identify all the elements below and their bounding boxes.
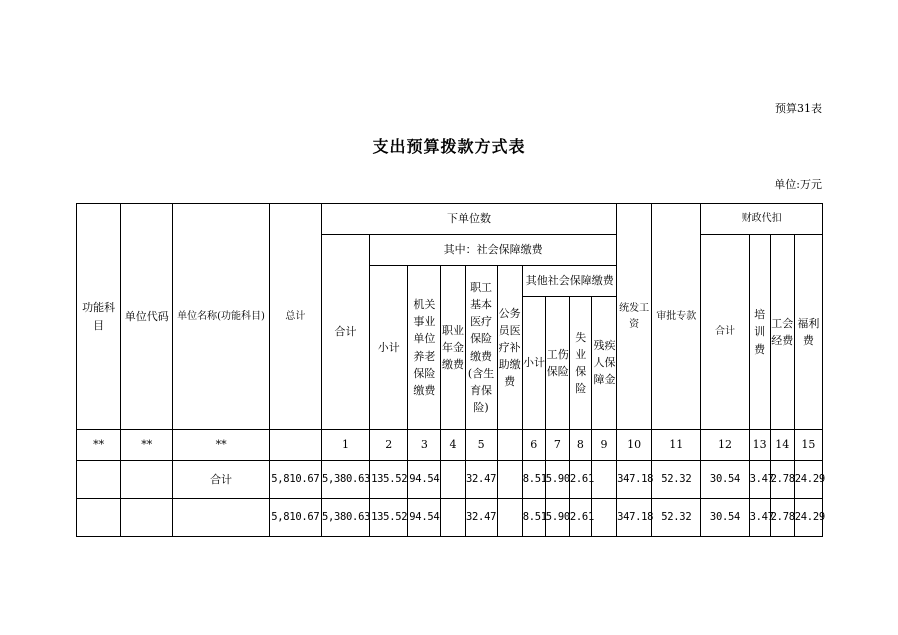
cell-c4 — [441, 499, 465, 537]
cell-c13: 3.47 — [749, 461, 770, 499]
cell-c11: 52.32 — [652, 499, 701, 537]
header-annuity: 职业年金缴费 — [441, 266, 465, 430]
index-cell: 11 — [652, 430, 701, 461]
cell-code — [121, 461, 173, 499]
header-unit-name: 单位名称(功能科目) — [173, 204, 269, 430]
cell-c3: 94.54 — [408, 499, 441, 537]
header-subtotal: 小计 — [370, 266, 408, 430]
header-union: 工会经费 — [770, 235, 794, 430]
cell-civil — [497, 461, 522, 499]
page-title: 支出预算拨款方式表 — [372, 137, 526, 156]
index-cell: 9 — [591, 430, 616, 461]
cell-c6: 8.51 — [522, 499, 545, 537]
index-cell: 3 — [408, 430, 441, 461]
index-cell: ** — [121, 430, 173, 461]
header-unemployment: 失业保险 — [570, 296, 592, 429]
cell-c8: 2.61 — [569, 499, 591, 537]
index-cell: 14 — [770, 430, 794, 461]
form-number: 预算31表 — [775, 102, 822, 115]
cell-c11: 52.32 — [652, 461, 701, 499]
header-other-subtotal: 小计 — [523, 296, 546, 429]
cell-c13: 3.47 — [749, 499, 770, 537]
index-cell — [497, 430, 522, 461]
index-cell: 1 — [321, 430, 369, 461]
header-welfare: 福利费 — [794, 235, 822, 430]
cell-c9 — [591, 461, 616, 499]
table-row — [77, 499, 823, 537]
cell-c2: 135.52 — [370, 461, 408, 499]
header-training: 培训费 — [749, 235, 770, 430]
header-civil-medical: 公务员医疗补助缴费 — [497, 266, 522, 430]
index-cell: 12 — [701, 430, 749, 461]
header-disability: 残疾人保障金 — [593, 339, 616, 387]
header-other-social-group — [522, 266, 616, 430]
index-cell: 10 — [617, 430, 652, 461]
cell-name — [173, 499, 269, 537]
index-cell: 13 — [749, 430, 770, 461]
cell-c8: 2.61 — [569, 461, 591, 499]
budget-table — [76, 203, 823, 537]
header-approved-special: 审批专款 — [652, 204, 701, 430]
index-cell: 4 — [441, 430, 465, 461]
table-row — [77, 461, 823, 499]
cell-civil — [497, 499, 522, 537]
unit-label: 单位:万元 — [774, 178, 822, 191]
other-social-subtable — [523, 266, 617, 429]
cell-c7: 5.90 — [545, 499, 569, 537]
header-pension: 机关事业单位养老保险缴费 — [408, 266, 441, 430]
index-cell: 6 — [522, 430, 545, 461]
index-cell: 2 — [370, 430, 408, 461]
index-cell: 7 — [545, 430, 569, 461]
cell-c5: 32.47 — [465, 499, 497, 537]
cell-c15: 24.29 — [794, 461, 822, 499]
header-injury: 工伤保险 — [546, 296, 570, 429]
cell-c14: 2.78 — [770, 499, 794, 537]
header-other-social: 其他社会保障缴费 — [523, 266, 617, 296]
cell-c15: 24.29 — [794, 499, 822, 537]
cell-c14: 2.78 — [770, 461, 794, 499]
header-fiscal-total: 合计 — [701, 235, 749, 430]
index-cell: 5 — [465, 430, 497, 461]
index-cell: 8 — [569, 430, 591, 461]
cell-c7: 5.90 — [545, 461, 569, 499]
index-row — [77, 430, 823, 461]
cell-c10: 347.18 — [617, 461, 652, 499]
header-unit-code: 单位代码 — [121, 204, 173, 430]
index-cell: ** — [173, 430, 269, 461]
header-func-subject: 功能科目 — [77, 204, 121, 430]
header-lower-units: 下单位数 — [321, 204, 616, 235]
cell-c1: 5,380.63 — [321, 499, 369, 537]
index-cell: 15 — [794, 430, 822, 461]
index-cell — [269, 430, 321, 461]
cell-c10: 347.18 — [617, 499, 652, 537]
cell-c4 — [441, 461, 465, 499]
cell-c2: 135.52 — [370, 499, 408, 537]
header-fiscal-deduction: 财政代扣 — [701, 204, 823, 235]
cell-c1: 5,380.63 — [321, 461, 369, 499]
header-unified-salary: 统发工资 — [617, 204, 652, 430]
header-lower-total: 合计 — [321, 235, 369, 430]
header-social-security: 其中：社会保障缴费 — [370, 235, 617, 266]
cell-c12: 30.54 — [701, 461, 749, 499]
cell-c6: 8.51 — [522, 461, 545, 499]
cell-c9 — [591, 499, 616, 537]
cell-total: 5,810.67 — [269, 499, 321, 537]
cell-c5: 32.47 — [465, 461, 497, 499]
cell-func — [77, 499, 121, 537]
header-medical: 职工基本医疗保险缴费(含生育保险) — [465, 266, 497, 430]
cell-total: 5,810.67 — [269, 461, 321, 499]
cell-c3: 94.54 — [408, 461, 441, 499]
cell-func — [77, 461, 121, 499]
index-cell: ** — [77, 430, 121, 461]
cell-c12: 30.54 — [701, 499, 749, 537]
cell-code — [121, 499, 173, 537]
cell-name: 合计 — [173, 461, 269, 499]
header-total: 总计 — [269, 204, 321, 430]
